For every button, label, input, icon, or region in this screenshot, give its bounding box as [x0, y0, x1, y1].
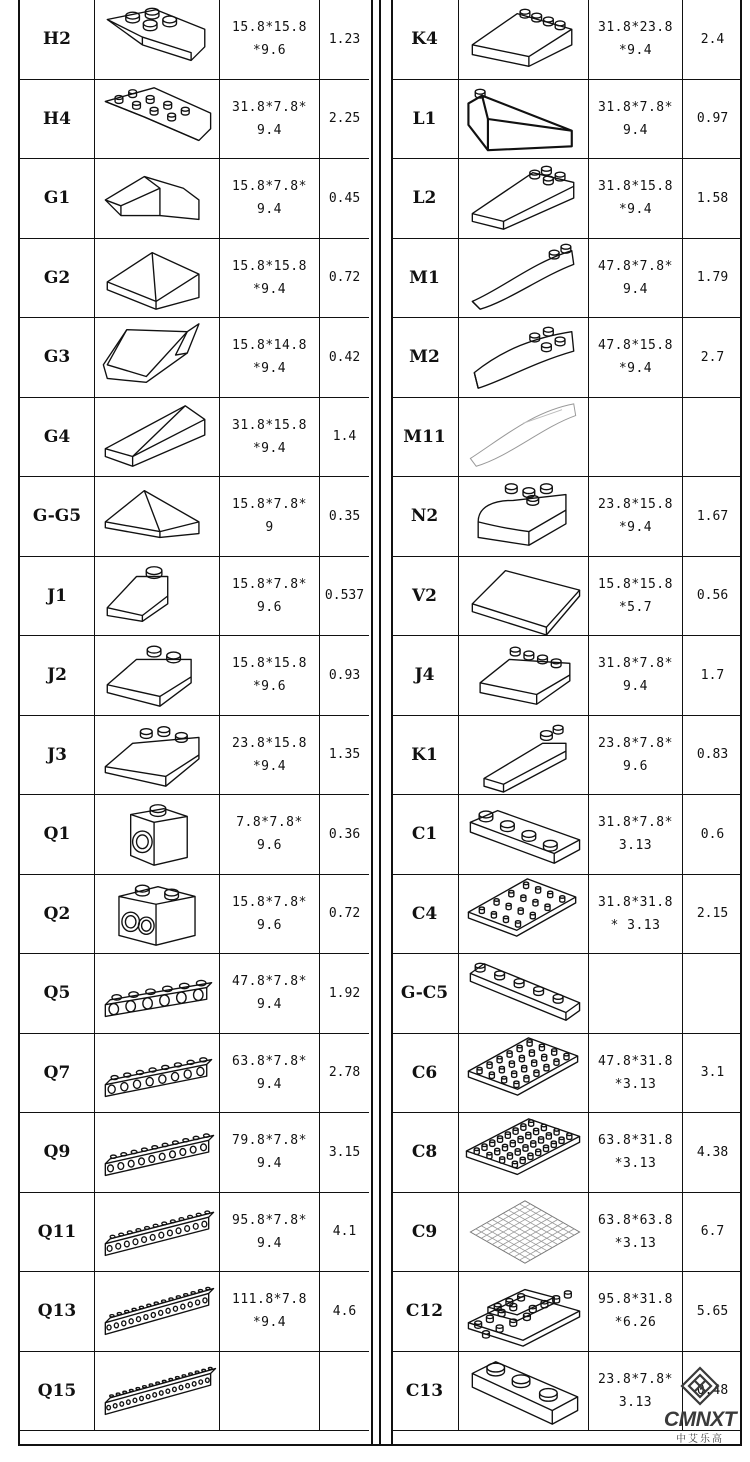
part-weight: 0.42 — [328, 349, 361, 365]
slope-2x2-icon — [96, 636, 218, 714]
dimension-line-1: 15.8*7.8* — [232, 894, 307, 910]
part-dimensions — [589, 1272, 683, 1351]
table-row — [391, 318, 742, 398]
part-code: H2 — [20, 0, 95, 79]
dimension-line-1: 95.8*31.8 — [598, 1292, 673, 1308]
table-row — [20, 1193, 369, 1273]
part-code: G1 — [20, 159, 95, 238]
part-dimensions — [220, 1352, 320, 1431]
part-image — [95, 557, 220, 636]
dimension-line-2: 3.13 — [618, 1394, 653, 1410]
part-weight: 0.48 — [696, 1383, 729, 1399]
dimension-line-1: 63.8*63.8 — [598, 1212, 673, 1228]
dimension-line-1: 31.8*7.8* — [232, 99, 307, 115]
part-code: C9 — [391, 1193, 459, 1272]
part-code: Q2 — [20, 875, 95, 954]
dimension-line-2: *5.7 — [618, 599, 653, 615]
table-row — [20, 954, 369, 1034]
curved-slope-2x6-icon — [463, 318, 585, 396]
table-row — [391, 716, 742, 796]
curved-slope-faint-icon — [463, 398, 585, 476]
part-code: Q5 — [20, 954, 95, 1033]
curved-slope-1x6-icon — [463, 239, 585, 317]
technic-brick-1x2-icon — [96, 875, 218, 953]
part-dimensions — [589, 716, 683, 795]
table-row — [391, 80, 742, 160]
part-weight: 0.6 — [700, 826, 725, 842]
part-image — [95, 80, 220, 159]
plate-1x5-icon — [463, 954, 585, 1032]
part-dimensions — [220, 954, 320, 1033]
dimension-line-2: *9.4 — [618, 202, 653, 218]
part-image — [459, 795, 589, 874]
plate-4x8-icon — [463, 1113, 585, 1191]
part-code: C8 — [391, 1113, 459, 1192]
part-image — [459, 1352, 589, 1431]
dimension-line-1: 15.8*15.8 — [232, 258, 307, 274]
part-weight — [683, 954, 742, 1033]
part-code: K1 — [391, 716, 459, 795]
part-image — [459, 1034, 589, 1113]
technic-beam-1x14-icon — [96, 1272, 218, 1350]
part-weight: 0.72 — [328, 906, 361, 922]
part-weight: 0.56 — [696, 588, 729, 604]
technic-beam-1x8-icon — [96, 1034, 218, 1112]
part-dimensions — [589, 795, 683, 874]
parts-spec-table — [18, 0, 742, 1446]
dimension-line-2: *9.6 — [252, 679, 287, 695]
part-weight: 1.35 — [328, 747, 361, 763]
part-code: G3 — [20, 318, 95, 397]
part-dimensions — [220, 80, 320, 159]
part-weight: 0.72 — [328, 270, 361, 286]
dimension-line-2: 9.4 — [623, 281, 648, 297]
part-weight: 1.79 — [696, 270, 729, 286]
part-image — [459, 1272, 589, 1351]
part-image — [459, 1193, 589, 1272]
part-code: C4 — [391, 875, 459, 954]
dimension-line-1: 15.8*15.8 — [232, 656, 307, 672]
table-row — [20, 636, 369, 716]
part-dimensions — [220, 1272, 320, 1351]
watermark-logo — [654, 1366, 746, 1458]
part-image — [459, 318, 589, 397]
part-weight: 5.65 — [696, 1303, 729, 1319]
part-dimensions — [589, 318, 683, 397]
part-dimensions — [589, 0, 683, 79]
part-dimensions — [589, 477, 683, 556]
dimension-line-1: 95.8*7.8* — [232, 1212, 307, 1228]
dimension-line-2: *3.13 — [614, 1076, 657, 1092]
part-dimensions — [220, 875, 320, 954]
dimension-line-1: 15.8*7.8* — [232, 576, 307, 592]
part-dimensions — [220, 318, 320, 397]
part-code: C12 — [391, 1272, 459, 1351]
part-weight: 4.6 — [332, 1303, 357, 1319]
table-row — [391, 477, 742, 557]
dimension-line-1: 63.8*7.8* — [232, 1053, 307, 1069]
dimension-line-1: 31.8*31.8 — [598, 894, 673, 910]
dimension-line-1: 31.8*15.8 — [598, 179, 673, 195]
dimension-line-1: 47.8*7.8* — [232, 974, 307, 990]
part-code: C13 — [391, 1352, 459, 1431]
table-row — [20, 1352, 369, 1432]
table-row — [391, 636, 742, 716]
slope-3x2-icon — [96, 716, 218, 794]
dimension-line-1: 47.8*15.8 — [598, 338, 673, 354]
dimension-line-2: 9.4 — [623, 679, 648, 695]
part-dimensions — [220, 557, 320, 636]
dimension-line-2: 9.6 — [257, 838, 282, 854]
watermark-emblem-icon — [680, 1366, 720, 1406]
table-row — [391, 1034, 742, 1114]
part-image — [459, 875, 589, 954]
part-weight: 0.97 — [696, 111, 729, 127]
part-dimensions — [589, 557, 683, 636]
plate-stack-icon — [463, 1272, 585, 1350]
table-row — [20, 318, 369, 398]
table-row — [20, 80, 369, 160]
table-right-half — [391, 0, 742, 1444]
part-image — [459, 239, 589, 318]
technic-beam-1x12-icon — [96, 1193, 218, 1271]
table-left-half — [20, 0, 369, 1444]
part-weight: 1.67 — [696, 508, 729, 524]
part-weight: 6.7 — [700, 1224, 725, 1240]
technic-brick-1x1-icon — [96, 795, 218, 873]
part-code: Q15 — [20, 1352, 95, 1431]
part-image — [459, 159, 589, 238]
part-code: J3 — [20, 716, 95, 795]
dimension-line-2: 9.6 — [623, 758, 648, 774]
table-row — [391, 0, 742, 80]
plate-4x6-icon — [463, 1034, 585, 1112]
part-dimensions — [220, 477, 320, 556]
table-row — [20, 1113, 369, 1193]
part-code: G4 — [20, 398, 95, 477]
reverse-slope-2x2-icon — [96, 0, 218, 78]
dimension-line-1: 7.8*7.8* — [236, 815, 303, 831]
table-row — [20, 398, 369, 478]
dimension-line-1: 15.8*7.8* — [232, 497, 307, 513]
table-row — [391, 875, 742, 955]
part-dimensions — [220, 159, 320, 238]
part-code: Q9 — [20, 1113, 95, 1192]
part-code: Q11 — [20, 1193, 95, 1272]
plate-8x8-icon — [463, 1193, 585, 1271]
dimension-line-1: 23.8*15.8 — [598, 497, 673, 513]
technic-beam-1x10-icon — [96, 1113, 218, 1191]
dimension-line-2: *9.4 — [252, 361, 287, 377]
plate-4x4-icon — [463, 875, 585, 953]
dimension-line-2: *9.4 — [252, 440, 287, 456]
table-row — [391, 159, 742, 239]
wedge-plate-icon — [463, 557, 585, 635]
dimension-line-2: 9.4 — [257, 122, 282, 138]
part-dimensions — [589, 954, 683, 1033]
dimension-line-2: 9.4 — [257, 202, 282, 218]
part-dimensions — [220, 1113, 320, 1192]
part-code: J1 — [20, 557, 95, 636]
slope-4x2-icon — [463, 636, 585, 714]
part-image — [95, 954, 220, 1033]
part-weight: 3.15 — [328, 1144, 361, 1160]
dimension-line-1: 79.8*7.8* — [232, 1133, 307, 1149]
part-image — [95, 318, 220, 397]
slope-1x2-icon — [96, 557, 218, 635]
dimension-line-2: 9.4 — [257, 1076, 282, 1092]
part-code: N2 — [391, 477, 459, 556]
part-weight: 2.78 — [328, 1065, 361, 1081]
part-image — [459, 0, 589, 79]
dimension-line-1: 31.8*7.8* — [598, 656, 673, 672]
part-dimensions — [589, 80, 683, 159]
part-dimensions — [220, 239, 320, 318]
slope-long-1x4-icon — [463, 80, 585, 158]
watermark-text: CMNXT — [663, 1408, 737, 1431]
part-image — [95, 636, 220, 715]
part-dimensions — [220, 1193, 320, 1272]
dimension-line-2: *9.4 — [618, 43, 653, 59]
part-code: L1 — [391, 80, 459, 159]
part-dimensions — [589, 159, 683, 238]
part-weight: 2.7 — [700, 349, 725, 365]
dimension-line-2: 9 — [265, 520, 274, 536]
table-row — [20, 1272, 369, 1352]
dimension-line-1: 23.8*7.8* — [598, 735, 673, 751]
part-weight: 0.537 — [324, 588, 365, 604]
part-image — [95, 716, 220, 795]
dimension-line-1: 23.8*15.8 — [232, 735, 307, 751]
dimension-line-2: 9.6 — [257, 917, 282, 933]
dimension-line-2: *9.4 — [618, 520, 653, 536]
part-image — [459, 80, 589, 159]
dimension-line-2: * 3.13 — [610, 917, 661, 933]
part-code: L2 — [391, 159, 459, 238]
part-weight: 1.7 — [700, 667, 725, 683]
part-code: Q13 — [20, 1272, 95, 1351]
dimension-line-2: *9.4 — [252, 281, 287, 297]
dimension-line-2: *9.4 — [618, 361, 653, 377]
part-code: C6 — [391, 1034, 459, 1113]
dimension-line-1: 63.8*31.8 — [598, 1133, 673, 1149]
part-dimensions — [220, 636, 320, 715]
dimension-line-2: *9.4 — [252, 758, 287, 774]
table-row — [391, 1113, 742, 1193]
ridge-slope-4x2-icon — [96, 398, 218, 476]
table-row — [20, 1034, 369, 1114]
part-image — [95, 239, 220, 318]
part-weight: 0.93 — [328, 667, 361, 683]
part-code: J2 — [20, 636, 95, 715]
dimension-line-1: 23.8*7.8* — [598, 1371, 673, 1387]
plate-1x3-icon — [463, 1352, 585, 1430]
part-image — [459, 557, 589, 636]
part-image — [95, 1352, 220, 1431]
part-code: G2 — [20, 239, 95, 318]
part-image — [95, 875, 220, 954]
part-image — [459, 636, 589, 715]
part-code: K4 — [391, 0, 459, 79]
table-row — [20, 716, 369, 796]
ridge-slope-2x1-icon — [96, 159, 218, 237]
table-row — [391, 1193, 742, 1273]
dimension-line-2: *9.4 — [252, 1315, 287, 1331]
part-code: M11 — [391, 398, 459, 477]
slope-4x3-icon — [463, 0, 585, 78]
dimension-line-2: 9.4 — [623, 122, 648, 138]
part-dimensions — [220, 398, 320, 477]
table-row — [20, 477, 369, 557]
curved-brick-2x3-icon — [463, 477, 585, 555]
part-image — [459, 716, 589, 795]
part-code: H4 — [20, 80, 95, 159]
table-row — [391, 1272, 742, 1352]
part-code: V2 — [391, 557, 459, 636]
part-image — [95, 159, 220, 238]
part-weight: 4.38 — [696, 1144, 729, 1160]
part-weight: 0.35 — [328, 508, 361, 524]
part-dimensions — [589, 636, 683, 715]
table-row — [20, 239, 369, 319]
table-row — [391, 398, 742, 478]
ridge-slope-2x2-icon — [96, 239, 218, 317]
part-image — [95, 1193, 220, 1272]
dimension-line-1: 15.8*14.8 — [232, 338, 307, 354]
ridge-corner-icon — [96, 318, 218, 396]
part-dimensions — [220, 716, 320, 795]
dimension-line-2: 9.4 — [257, 1235, 282, 1251]
part-weight: 1.4 — [332, 429, 357, 445]
part-dimensions — [589, 1113, 683, 1192]
part-dimensions — [589, 239, 683, 318]
technic-beam-1x6-icon — [96, 954, 218, 1032]
table-row — [391, 954, 742, 1034]
part-image — [95, 477, 220, 556]
ridge-end-icon — [96, 477, 218, 555]
part-weight: 3.1 — [700, 1065, 725, 1081]
dimension-line-1: 15.8*15.8 — [232, 20, 307, 36]
part-weight: 2.15 — [696, 906, 729, 922]
table-row — [20, 0, 369, 80]
part-dimensions — [220, 795, 320, 874]
part-image — [459, 398, 589, 477]
dimension-line-2: 9.6 — [257, 599, 282, 615]
part-dimensions — [589, 398, 683, 477]
technic-beam-1x16-icon — [96, 1352, 218, 1430]
dimension-line-1: 47.8*7.8* — [598, 258, 673, 274]
part-dimensions — [220, 1034, 320, 1113]
table-row — [20, 875, 369, 955]
double-column-divider — [371, 0, 393, 1444]
part-image — [459, 1113, 589, 1192]
dimension-line-1: 15.8*7.8* — [232, 179, 307, 195]
dimension-line-2: *6.26 — [614, 1315, 657, 1331]
part-code: J4 — [391, 636, 459, 715]
dimension-line-2: *3.13 — [614, 1235, 657, 1251]
part-weight: 0.36 — [328, 826, 361, 842]
part-weight: 0.83 — [696, 747, 729, 763]
part-dimensions — [589, 1193, 683, 1272]
reverse-slope-4x2-icon — [96, 80, 218, 158]
part-weight — [683, 398, 742, 477]
dimension-line-2: 3.13 — [618, 838, 653, 854]
part-image — [95, 398, 220, 477]
part-code: M2 — [391, 318, 459, 397]
part-weight: 1.92 — [328, 985, 361, 1001]
part-weight — [320, 1352, 369, 1431]
part-image — [95, 795, 220, 874]
part-weight: 1.58 — [696, 190, 729, 206]
part-dimensions — [220, 0, 320, 79]
part-dimensions — [589, 1034, 683, 1113]
part-weight: 2.25 — [328, 111, 361, 127]
watermark-subtext: 中艾乐高 — [676, 1434, 724, 1445]
dimension-line-1: 31.8*23.8 — [598, 20, 673, 36]
table-row — [391, 795, 742, 875]
dimension-line-1: 31.8*15.8 — [232, 417, 307, 433]
part-image — [95, 1272, 220, 1351]
part-code: M1 — [391, 239, 459, 318]
part-image — [95, 0, 220, 79]
slope-3x1-icon — [463, 716, 585, 794]
part-code: Q7 — [20, 1034, 95, 1113]
part-code: Q1 — [20, 795, 95, 874]
dimension-line-1: 31.8*7.8* — [598, 815, 673, 831]
plate-1x4-icon — [463, 795, 585, 873]
table-row — [391, 557, 742, 637]
dimension-line-1: 47.8*31.8 — [598, 1053, 673, 1069]
table-row — [20, 795, 369, 875]
dimension-line-2: *3.13 — [614, 1156, 657, 1172]
part-image — [459, 477, 589, 556]
dimension-line-2: 9.4 — [257, 1156, 282, 1172]
part-code: G-C5 — [391, 954, 459, 1033]
part-weight: 2.4 — [700, 31, 725, 47]
dimension-line-2: *9.6 — [252, 43, 287, 59]
part-code: C1 — [391, 795, 459, 874]
part-weight: 1.23 — [328, 31, 361, 47]
slope-long-2x4-icon — [463, 159, 585, 237]
dimension-line-1: 31.8*7.8* — [598, 99, 673, 115]
part-dimensions — [589, 875, 683, 954]
part-code: G-G5 — [20, 477, 95, 556]
table-row — [20, 159, 369, 239]
dimension-line-1: 111.8*7.8 — [232, 1292, 307, 1308]
dimension-line-2: 9.4 — [257, 997, 282, 1013]
part-weight: 4.1 — [332, 1224, 357, 1240]
dimension-line-1: 15.8*15.8 — [598, 576, 673, 592]
part-image — [459, 954, 589, 1033]
part-image — [95, 1034, 220, 1113]
part-weight: 0.45 — [328, 190, 361, 206]
table-row — [391, 239, 742, 319]
table-row — [20, 557, 369, 637]
part-image — [95, 1113, 220, 1192]
